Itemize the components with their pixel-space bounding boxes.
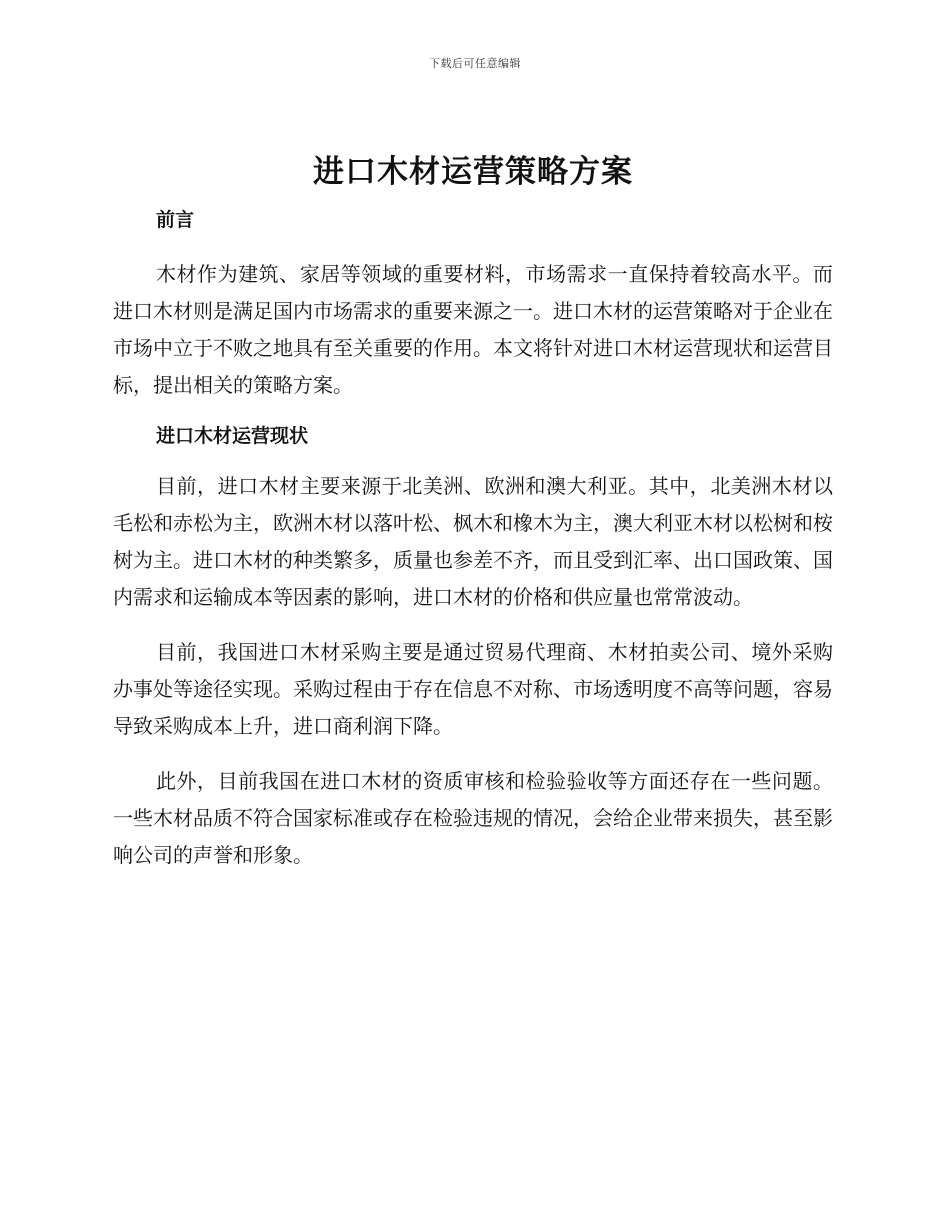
paragraph-preface: 木材作为建筑、家居等领域的重要材料，市场需求一直保持着较高水平。而进口木材则是满足国内市场需求的重要来源之一。进口木材的运营策略对于企业在市场中立于不败之地具有至关重要的作用。本文将针对进口木材运营现状和运营目标，提出相关的策略方案。 bbox=[113, 262, 833, 397]
header-note: 下载后可任意编辑 bbox=[429, 57, 521, 70]
paragraph-status-sources: 目前，进口木材主要来源于北美洲、欧洲和澳大利亚。其中，北美洲木材以毛松和赤松为主，欧洲木材以落叶松、枫木和橡木为主，澳大利亚木材以松树和桉树为主。进口木材的种类繁多，质量也参差不齐，而且受到汇率、出口国政策、国内需求和运输成本等因素的影响，进口木材的价格和供应量也常常波动。 bbox=[113, 474, 833, 609]
document-body bbox=[113, 150, 833, 892]
document-title: 进口木材运营策略方案 bbox=[313, 154, 633, 190]
section-heading-status: 进口木材运营现状 bbox=[156, 425, 309, 447]
paragraph-status-procurement: 目前，我国进口木材采购主要是通过贸易代理商、木材拍卖公司、境外采购办事处等途径实现。采购过程由于存在信息不对称、市场透明度不高等问题，容易导致采购成本上升，进口商利润下降。 bbox=[113, 640, 833, 738]
section-heading-preface: 前言 bbox=[156, 209, 195, 231]
paragraph-status-inspection: 此外，目前我国在进口木材的资质审核和检验验收等方面还存在一些问题。一些木材品质不符合国家标准或存在检验违规的情况，会给企业带来损失，甚至影响公司的声誉和形象。 bbox=[113, 769, 833, 867]
